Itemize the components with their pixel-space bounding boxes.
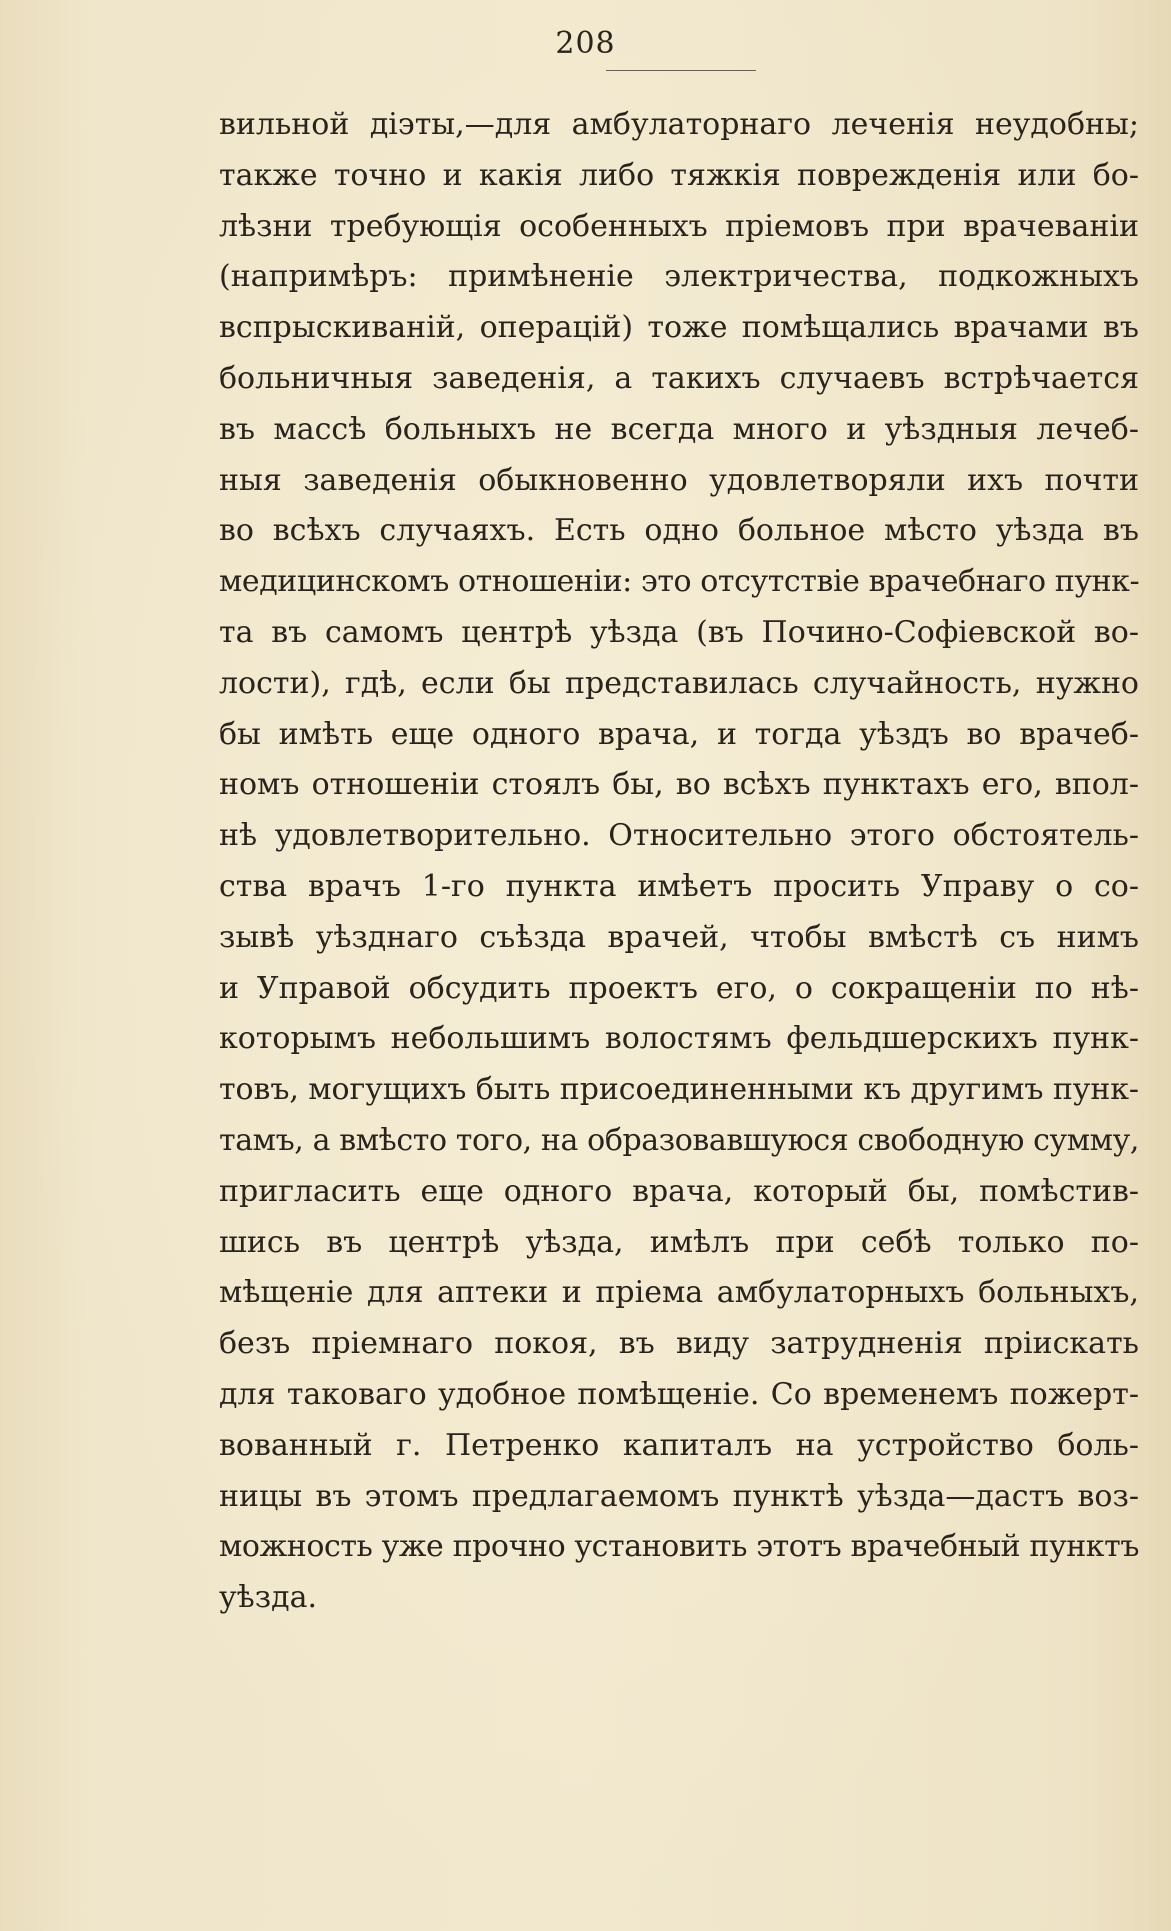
text-line-last: уѣзда. (219, 1580, 317, 1616)
text-line: вованный г. Петренко капиталъ на устройство боль- (219, 1427, 1139, 1463)
text-line: пригласить еще одного врача, который бы, помѣстив- (219, 1173, 1139, 1209)
text-line: та въ самомъ центрѣ уѣзда (въ Почино-Софіевской во- (219, 614, 1139, 650)
text-line: которымъ небольшимъ волостямъ фельдшерскихъ пунк- (219, 1021, 1139, 1057)
text-line: шись въ центрѣ уѣзда, имѣлъ при себѣ только по- (219, 1224, 1139, 1260)
text-line: ства врачъ 1-го пункта имѣетъ просить Управу о со- (219, 868, 1139, 904)
text-line: можность уже прочно установить этотъ врачебный пунктъ (219, 1529, 1139, 1565)
body-text (219, 100, 1139, 1624)
text-line: вспрыскиваній, операцій) тоже помѣщались врачами въ (219, 310, 1139, 346)
text-line: зывѣ уѣзднаго съѣзда врачей, чтобы вмѣстѣ съ нимъ (219, 919, 1139, 955)
text-line: безъ пріемнаго покоя, въ виду затрудненія пріискать (219, 1326, 1139, 1362)
text-line: во всѣхъ случаяхъ. Есть одно больное мѣсто уѣзда въ (219, 513, 1139, 549)
text-line: лости), гдѣ, если бы представилась случайность, нужно (219, 665, 1139, 701)
text-line: номъ отношеніи стоялъ бы, во всѣхъ пунктахъ его, впол- (219, 767, 1139, 803)
text-line: тамъ, а вмѣсто того, на образовавшуюся свободную сумму, (219, 1122, 1139, 1158)
text-line: въ массѣ больныхъ не всегда много и уѣздныя лечеб- (219, 411, 1139, 447)
text-line: также точно и какія либо тяжкія поврежденія или бо- (219, 157, 1139, 193)
text-line: бы имѣть еще одного врача, и тогда уѣздъ во врачеб- (219, 716, 1139, 752)
text-line: и Управой обсудить проектъ его, о сокращеніи по нѣ- (219, 970, 1139, 1006)
text-line: медицинскомъ отношеніи: это отсутствіе врачебнаго пунк- (219, 564, 1140, 600)
text-line: лѣзни требующія особенныхъ пріемовъ при врачеваніи (219, 208, 1139, 244)
text-line: ныя заведенія обыкновенно удовлетворяли ихъ почти (219, 462, 1139, 498)
page-number: 208 (555, 26, 616, 61)
text-line: нѣ удовлетворительно. Относительно этого обстоятель- (219, 818, 1139, 854)
text-line: ницы въ этомъ предлагаемомъ пунктѣ уѣзда—дастъ воз- (219, 1478, 1139, 1514)
text-line: для таковаго удобное помѣщеніе. Со временемъ пожерт- (219, 1376, 1139, 1412)
header-rule (606, 70, 756, 71)
text-line: больничныя заведенія, а такихъ случаевъ встрѣчается (219, 360, 1139, 396)
text-line: (напримѣръ: примѣненіе электричества, подкожныхъ (219, 259, 1139, 295)
text-line: вильной діэты,—для амбулаторнаго леченія неудобны; (219, 107, 1139, 142)
text-line: товъ, могущихъ быть присоединенными къ другимъ пунк- (219, 1072, 1139, 1108)
text-line: мѣщеніе для аптеки и пріема амбулаторныхъ больныхъ, (219, 1275, 1139, 1311)
